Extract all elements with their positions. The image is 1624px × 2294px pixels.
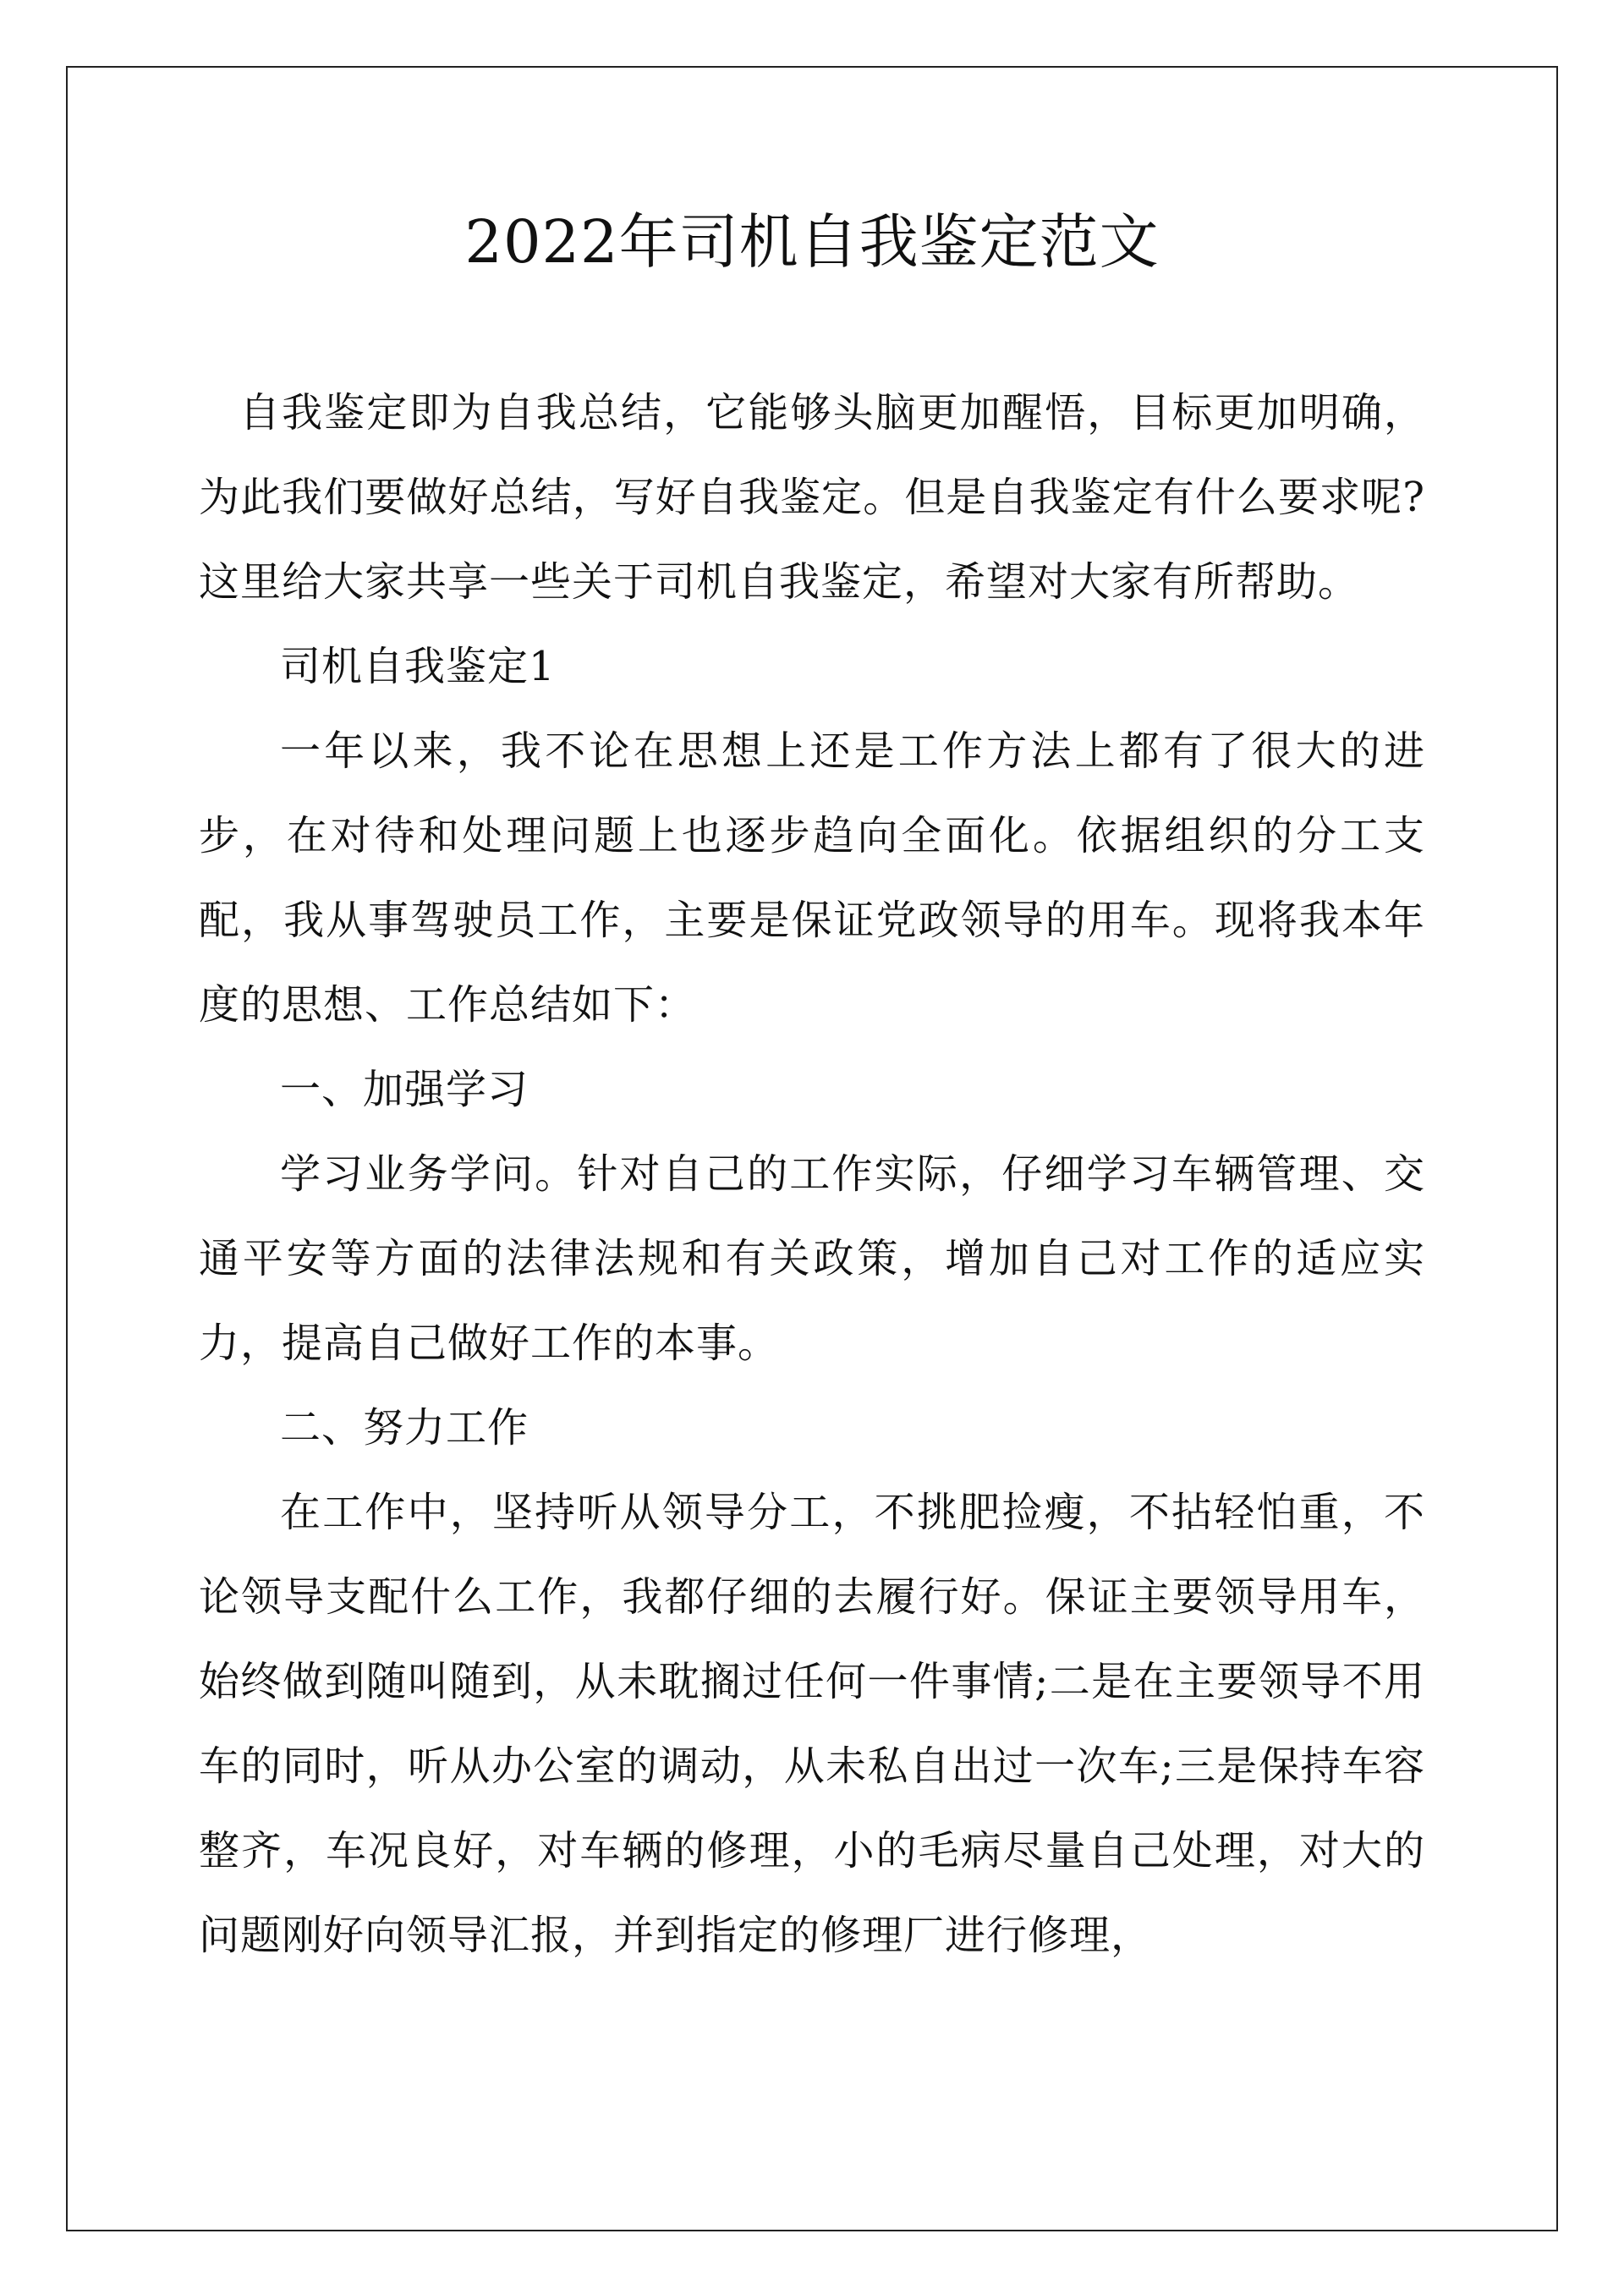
subheading-work: 二、努力工作	[280, 1404, 529, 1452]
intro-paragraph: 自我鉴定即为自我总结，它能够头脑更加醒悟，目标更加明确，为此我们要做好总结，写好自我鉴定。但是自我鉴定有什么要求呢?这里给大家共享一些关于司机自我鉴定，希望对大家有所帮助。	[199, 389, 1425, 606]
subheading-study: 一、加强学习	[280, 1066, 529, 1113]
body-paragraph: 在工作中，坚持听从领导分工，不挑肥捡瘦，不拈轻怕重，不论领导支配什么工作，我都仔细的去履行好。保证主要领导用车，始终做到随叫随到，从未耽搁过任何一件事情;二是在主要领导不用车的同时，听从办公室的调动，从未私自出过一次车;三是保持车容整齐，车况良好，对车辆的修理，小的毛病尽量自己处理，对大的问题刚好向领导汇报，并到指定的修理厂进行修理，	[199, 1489, 1425, 1959]
body-paragraph: 一年以来，我不论在思想上还是工作方法上都有了很大的进步，在对待和处理问题上也逐步趋向全面化。依据组织的分工支配，我从事驾驶员工作，主要是保证党政领导的用车。现将我本年度的思想、工作总结如下：	[199, 727, 1425, 1029]
document-title: 2022年司机自我鉴定范文	[464, 207, 1160, 277]
body-paragraph: 学习业务学问。针对自己的工作实际，仔细学习车辆管理、交通平安等方面的法律法规和有关政策，增加自己对工作的适应实力，提高自己做好工作的本事。	[199, 1150, 1425, 1367]
document-body	[199, 370, 1425, 1978]
section-heading-1: 司机自我鉴定1	[280, 643, 556, 690]
